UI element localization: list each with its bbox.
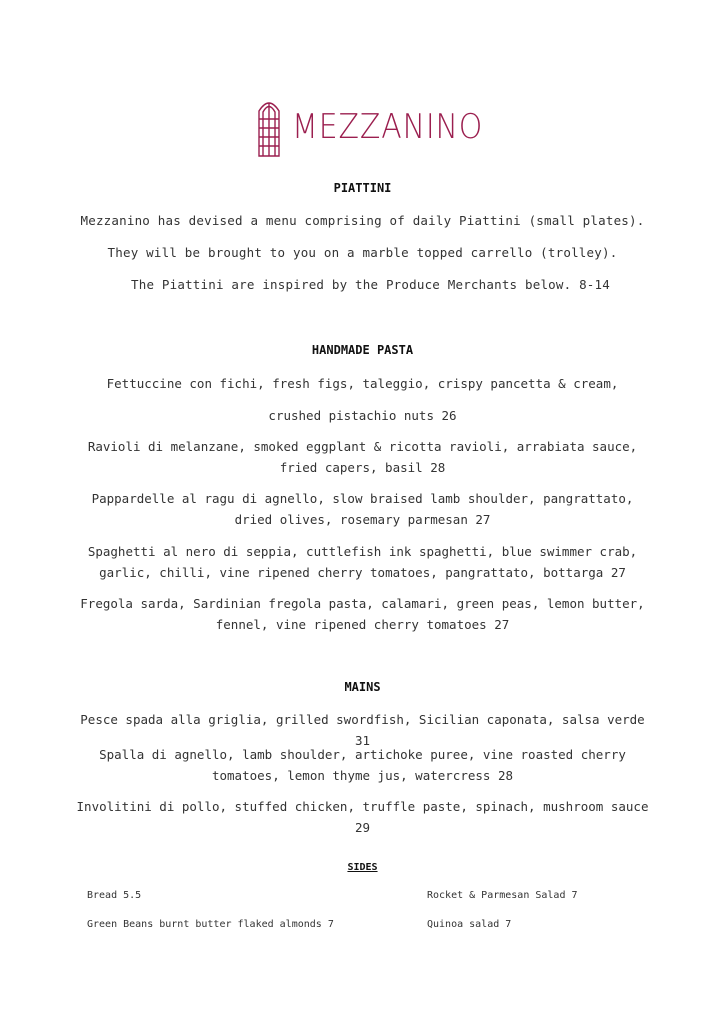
mains-item-2: Spalla di agnello, lamb shoulder, artichoke puree, vine roasted cherry tomatoes, lemon thyme jus, watercress 28: [99, 747, 626, 783]
brand-logo: [258, 96, 509, 158]
side-item-4: Quinoa salad 7: [427, 919, 512, 930]
side-item-3: Green Beans burnt butter flaked almonds 7: [87, 919, 334, 930]
pasta-item-3: Pappardelle al ragu di agnello, slow braised lamb shoulder, pangrattato, dried olives, rosemary parmesan 27: [91, 491, 634, 527]
brand-name: MEZZANINO: [292, 107, 484, 147]
pasta-item-5: Fregola sarda, Sardinian fregola pasta, calamari, green peas, lemon butter, fennel, vine ripened cherry tomatoes 27: [80, 596, 645, 632]
mains-item-3: Involitini di pollo, stuffed chicken, truffle paste, spinach, mushroom sauce 29: [76, 799, 649, 835]
side-item-2: Rocket & Parmesan Salad 7: [427, 890, 578, 901]
pasta-item-1: Fettuccine con fichi, fresh figs, taleggio, crispy pancetta & cream,: [106, 376, 619, 391]
mains-heading: MAINS: [344, 680, 381, 694]
side-item-1: Bread 5.5: [87, 890, 142, 901]
pasta-item-1-continued: crushed pistachio nuts 26: [268, 408, 457, 423]
pasta-item-4: Spaghetti al nero di seppia, cuttlefish ink spaghetti, blue swimmer crab, garlic, chilli, vine ripened cherry tomatoes, pangrattato, bottarga 27: [87, 544, 638, 580]
sides-heading: SIDES: [347, 862, 378, 873]
piattini-heading: PIATTINI: [333, 181, 392, 195]
mains-item-1: Pesce spada alla griglia, grilled swordfish, Sicilian caponata, salsa verde 31: [80, 712, 645, 748]
piattini-line-3: The Piattini are inspired by the Produce Merchants below. 8-14: [131, 277, 610, 292]
piattini-line-1: Mezzanino has devised a menu comprising of daily Piattini (small plates).: [80, 213, 645, 228]
arched-window-icon: [258, 97, 280, 157]
pasta-heading: HANDMADE PASTA: [311, 343, 414, 357]
pasta-item-2: Ravioli di melanzane, smoked eggplant & ricotta ravioli, arrabiata sauce, fried capers, basil 28: [87, 439, 638, 475]
piattini-line-2: They will be brought to you on a marble topped carrello (trolley).: [107, 245, 618, 260]
